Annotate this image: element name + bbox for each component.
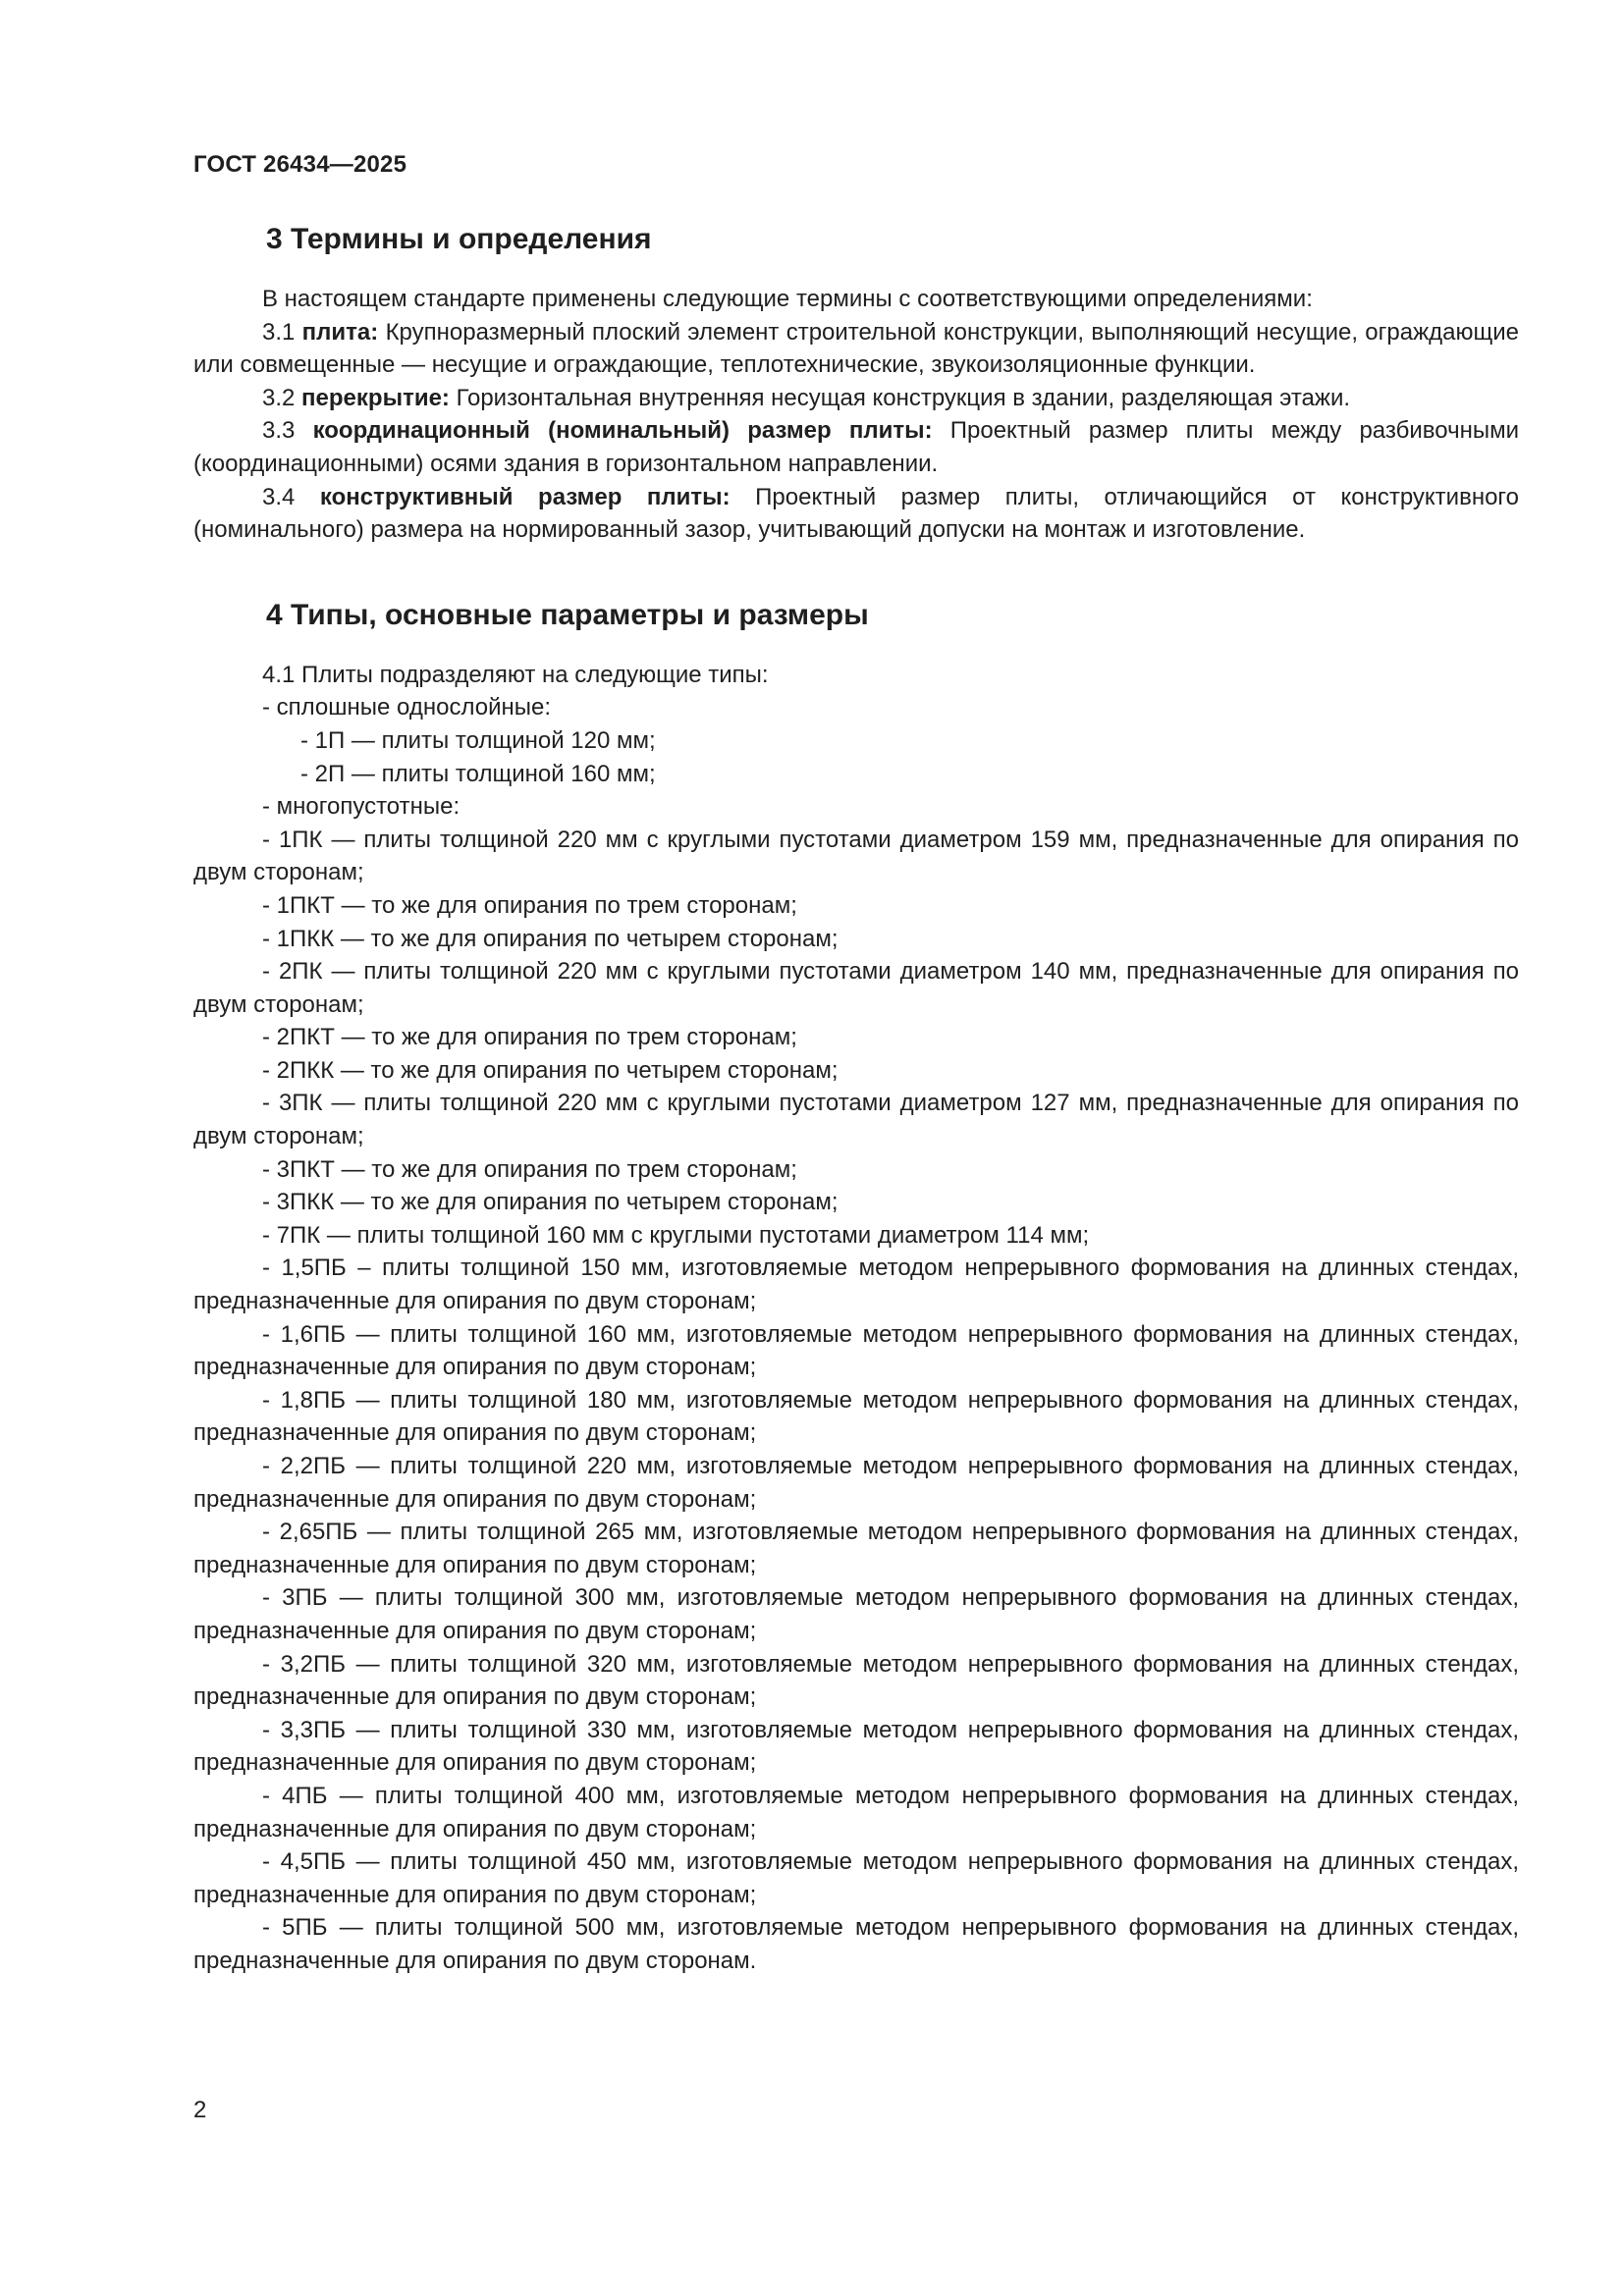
list-item: - 4ПБ — плиты толщиной 400 мм, изготовляемые методом непрерывного формования на длинных стендах, предназначенные для опирания по двум сторонам; xyxy=(193,1782,1519,1842)
list-item: - 1ПКТ — то же для опирания по трем сторонам; xyxy=(262,891,797,919)
list-item: - 4,5ПБ — плиты толщиной 450 мм, изготовляемые методом непрерывного формования на длинных стендах, предназначенные для опирания по двум сторонам; xyxy=(193,1848,1519,1908)
term-name: плита: xyxy=(301,318,379,346)
list-item: - 1,5ПБ – плиты толщиной 150 мм, изготовляемые методом непрерывного формования на длинных стендах, предназначенные для опирания по двум сторонам; xyxy=(193,1255,1519,1315)
page-content xyxy=(193,220,1519,1978)
section-3-intro: В настоящем стандарте применены следующие термины с соответствующими определениями: xyxy=(262,286,1313,312)
list-item: - 1,6ПБ — плиты толщиной 160 мм, изготовляемые методом непрерывного формования на длинных стендах, предназначенные для опирания по двум сторонам; xyxy=(193,1320,1519,1381)
list-item: - 3,3ПБ — плиты толщиной 330 мм, изготовляемые методом непрерывного формования на длинных стендах, предназначенные для опирания по двум сторонам; xyxy=(193,1716,1519,1777)
term-3-1 xyxy=(193,316,1519,382)
list-item: - 3ПК — плиты толщиной 220 мм с круглыми пустотами диаметром 127 мм, предназначенные для опирания по двум сторонам; xyxy=(193,1090,1519,1150)
term-number: 3.1 xyxy=(262,318,296,346)
group-hollow: - многопустотные: xyxy=(262,793,460,821)
term-3-4 xyxy=(193,481,1519,547)
list-item: - 7ПК — плиты толщиной 160 мм с круглыми пустотами диаметром 114 мм; xyxy=(262,1221,1090,1249)
list-item: - 3ПКК — то же для опирания по четырем сторонам; xyxy=(262,1189,839,1216)
section-3-heading: 3 Термины и определения xyxy=(266,223,652,255)
term-definition: Крупноразмерный плоский элемент строительной конструкции, выполняющий несущие, ограждающие или совмещенные — несущие и ограждающие, теплотехнические, звукоизоляционные функции. xyxy=(193,318,1520,379)
document-header: ГОСТ 26434—2025 xyxy=(193,151,407,178)
list-item: - 2ПКТ — то же для опирания по трем сторонам; xyxy=(262,1024,797,1051)
term-name: конструктивный размер плиты: xyxy=(319,483,731,510)
list-item: - 1,8ПБ — плиты толщиной 180 мм, изготовляемые методом непрерывного формования на длинных стендах, предназначенные для опирания по двум сторонам; xyxy=(193,1386,1519,1447)
list-item: - 2ПК — плиты толщиной 220 мм с круглыми пустотами диаметром 140 мм, предназначенные для опирания по двум сторонам; xyxy=(193,958,1519,1018)
list-item: - 3ПБ — плиты толщиной 300 мм, изготовляемые методом непрерывного формования на длинных стендах, предназначенные для опирания по двум сторонам; xyxy=(193,1584,1519,1644)
list-item: - 5ПБ — плиты толщиной 500 мм, изготовляемые методом непрерывного формования на длинных стендах, предназначенные для опирания по двум сторонам. xyxy=(193,1914,1519,1974)
term-name: координационный (номинальный) размер плиты: xyxy=(312,417,933,445)
list-item: - 3,2ПБ — плиты толщиной 320 мм, изготовляемые методом непрерывного формования на длинных стендах, предназначенные для опирания по двум сторонам; xyxy=(193,1650,1519,1711)
list-item: - 1ПКК — то же для опирания по четырем сторонам; xyxy=(262,925,839,952)
list-item: - 1ПК — плиты толщиной 220 мм с круглыми пустотами диаметром 159 мм, предназначенные для опирания по двум сторонам; xyxy=(193,826,1519,886)
section-4-heading: 4 Типы, основные параметры и размеры xyxy=(266,598,869,631)
term-definition: Проектный размер плиты, отличающийся от конструктивного (номинального) размера на нормированный зазор, учитывающий допуски на монтаж и изготовление. xyxy=(193,483,1519,544)
list-item: - 2ПКК — то же для опирания по четырем сторонам; xyxy=(262,1056,839,1084)
group-solid: - сплошные однослойные: xyxy=(262,694,552,721)
term-definition: Горизонтальная внутренняя несущая конструкция в здании, разделяющая этажи. xyxy=(456,384,1351,411)
list-item: - 3ПКТ — то же для опирания по трем сторонам; xyxy=(262,1155,797,1183)
list-item: - 2,2ПБ — плиты толщиной 220 мм, изготовляемые методом непрерывного формования на длинных стендах, предназначенные для опирания по двум сторонам; xyxy=(193,1453,1519,1513)
term-definition: Проектный размер плиты между разбивочными (координационными) осями здания в горизонтальном направлении. xyxy=(193,417,1519,477)
page-number: 2 xyxy=(193,2097,207,2123)
section-4-intro: 4.1 Плиты подразделяют на следующие типы: xyxy=(262,661,769,688)
term-number: 3.3 xyxy=(262,417,296,445)
term-number: 3.2 xyxy=(262,384,296,411)
list-item: - 1П — плиты толщиной 120 мм; xyxy=(300,726,656,754)
term-number: 3.4 xyxy=(262,483,296,510)
list-item: - 2,65ПБ — плиты толщиной 265 мм, изготовляемые методом непрерывного формования на длинных стендах, предназначенные для опирания по двум сторонам; xyxy=(193,1519,1519,1578)
term-name: перекрытие: xyxy=(301,384,450,411)
list-item: - 2П — плиты толщиной 160 мм; xyxy=(300,760,656,787)
term-3-3 xyxy=(193,414,1519,480)
term-3-2 xyxy=(193,382,1519,415)
